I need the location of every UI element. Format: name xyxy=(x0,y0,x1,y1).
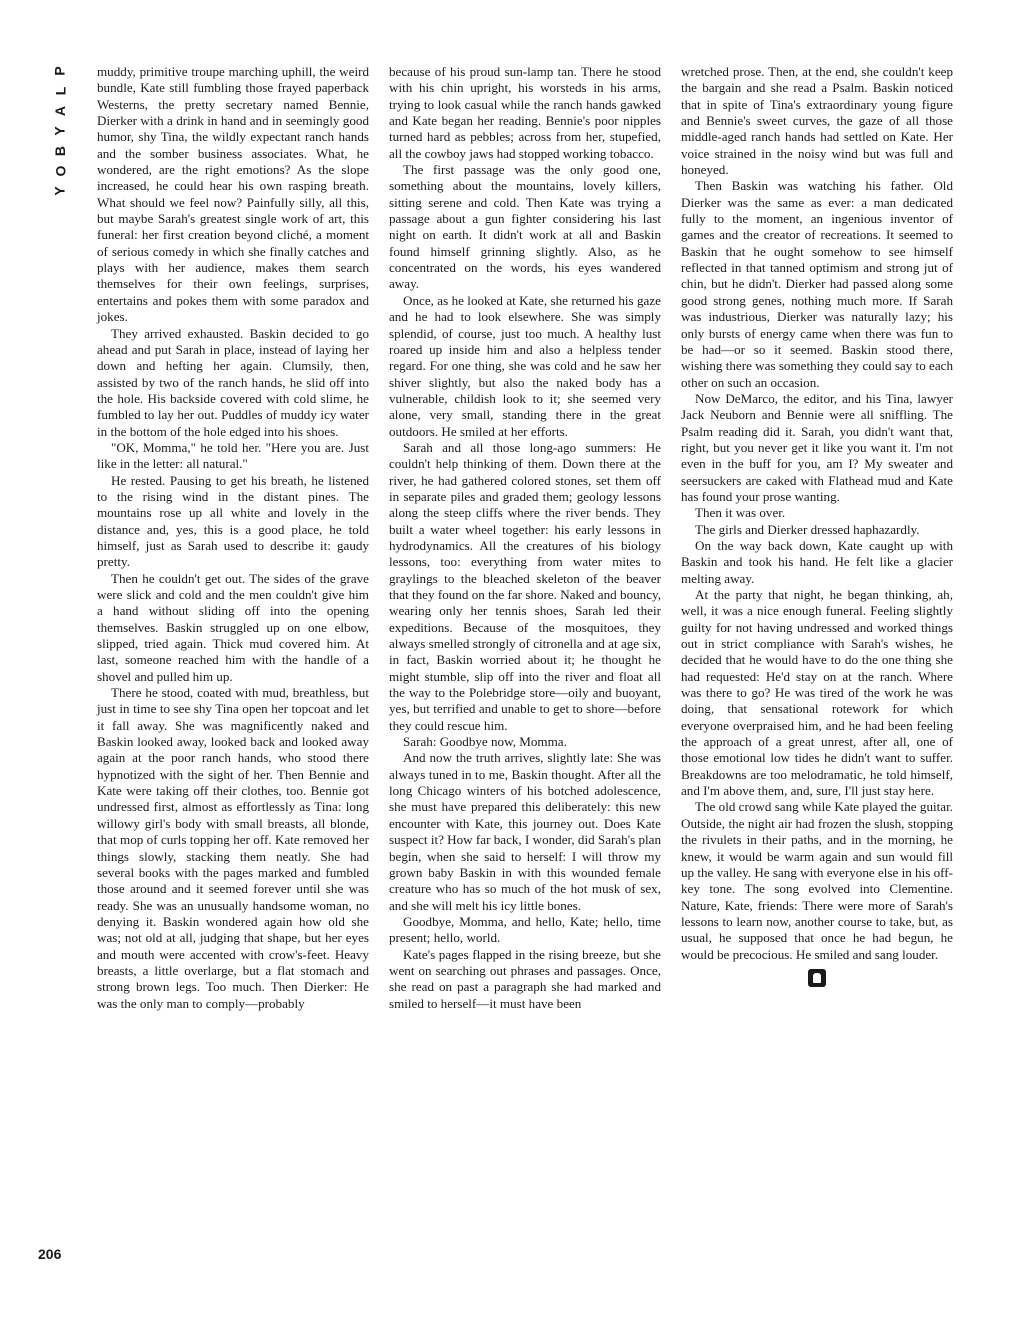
paragraph: On the way back down, Kate caught up with Baskin and took his hand. He felt like a glacier melting away. xyxy=(681,537,953,586)
paragraph: The old crowd sang while Kate played the guitar. Outside, the night air had frozen the slush, stopping the rivulets in their paths, and in the morning, he knew, it would be warm again and sun would fill up the valley. He sang with everyone else in his off-key tone. The song evolved into Clementine. Nature, Kate, friends: There were more of Sarah's lessons to learn now, another course to take, but, as usual, he supposed that once he had begun, he would be precocious. He smiled and sang louder. xyxy=(681,799,953,962)
paragraph: Then Baskin was watching his father. Old Dierker was the same as ever: a man dedicated fully to the moment, an ingenious inventor of games and the creator of recreations. It seemed to Baskin that he ought somehow to see himself reflected in that tanned optimism and strong jut of chin, but he didn't. Dierker had passed along some good strong genes, nothing much more. If Sarah was industrious, Dierker was naturally lazy; his only bursts of energy came when there was fun to be had—or so it seemed. Baskin stood there, wishing there was something they could say to each other on such an occasion. xyxy=(681,178,953,390)
masthead-letter: O xyxy=(51,165,68,177)
paragraph: Then he couldn't get out. The sides of the grave were slick and cold and the men couldn't give him a hand without sliding off into the opening themselves. Baskin struggled up on one elbow, slipped, tried again. Thick mud covered him. At last, someone reached him with the handle of a shovel and pulled him up. xyxy=(97,570,369,684)
masthead-letter: A xyxy=(52,105,68,117)
paragraph: At the party that night, he began thinking, ah, well, it was a nice enough funeral. Feeling slightly guilty for not having undressed and worked things out in strict compliance with Sarah's wishes, he decided that he would have to do the one thing she had requested: He'd stay on at the ranch. Where was there to go? He was tired of the work he was doing, that sensational rotework for which everyone overpraised him, and he had been feeling the approach of a great unrest, after all, one of those emotional low tides he didn't want to suffer. Breakdowns are too melodramatic, he told himself, and I'm above them, and, sure, I'll just stay here. xyxy=(681,587,953,799)
paragraph: Kate's pages flapped in the rising breeze, but she went on searching out phrases and passages. Once, she read on past a paragraph she had marked and smiled to herself—it must have been xyxy=(389,946,661,1011)
masthead-letter: B xyxy=(52,145,68,157)
masthead-letter: P xyxy=(52,66,68,76)
paragraph: "OK, Momma," he told her. "Here you are. Just like in the letter: all natural." xyxy=(97,439,369,472)
paragraph: muddy, primitive troupe marching uphill, the weird bundle, Kate still fumbling those frayed paperback Westerns, the pretty secretary named Bennie, Dierker with a drink in hand and in seemingly good humor, shy Tina, the wildly expectant ranch hands and the somber business associates. What, he wondered, are the right emotions? As the slope increased, he could hear his own rasping breath. What should we feel now? Painfully silly, all this, but maybe Sarah's greatest single work of art, this funeral: her first creation beyond cliché, a moment of serious comedy in which she finally catches and plays with her audience, makes them search themselves for their own feelings, surprises, entertains and pokes them with some paradox and jokes. xyxy=(97,64,369,325)
paragraph: Once, as he looked at Kate, she returned his gaze and he had to look elsewhere. She was simply splendid, of course, just too much. A healthy lust roared up inside him and also a helpless tender regard. For one thing, she was cold and he saw her shiver slightly, but also the naked body has a vulnerable, childish look to it; she seemed very alone, very small, standing there in the great outdoors. He smiled at her efforts. xyxy=(389,292,661,439)
paragraph: Sarah and all those long-ago summers: He couldn't help thinking of them. Down there at the river, he had gathered colored stones, set them off in separate piles and graded them; geology lessons along the steep cliffs where the river bends. They built a water wheel together: his early lessons in hydrodynamics. All the creatures of his biology lessons, too: everything from water mites to graylings to the bleached skeleton of the beaver that they found on the far shore. Naked and bouncy, wearing only her tennis shoes, Sarah led their expeditions. Because of the mosquitoes, they always smelled strongly of citronella and at age six, in fact, Baskin worried about it; he thought he might stumble, slip off into the river and float all the way to the Polebridge store—oily and buoyant, yes, but terrified and unable to get to shore—before they could rescue him. xyxy=(389,439,661,733)
rabbit-head-end-icon xyxy=(808,969,826,987)
masthead-letter: L xyxy=(52,86,68,96)
text-column-1 xyxy=(97,64,369,1012)
paragraph: And now the truth arrives, slightly late: She was always tuned in to me, Baskin thought. After all the long Chicago winters of his botched adolescence, she must have prepared this deliberately: this new encounter with Kate, this journey out. Does Kate suspect it? How far back, I wonder, did Sarah's plan begin, when she said to herself: I will throw my grown baby Baskin in with this wounded female creature who has so much of the hot musk of sex, and she will melt his icy little bones. xyxy=(389,750,661,913)
paragraph: wretched prose. Then, at the end, she couldn't keep the bargain and she read a Psalm. Baskin noticed that in spite of Tina's extraordinary young figure and Bennie's sweet curves, the gaze of all those middle-aged ranch hands had settled on Kate. Her voice strained in the noisy wind but was full and honeyed. xyxy=(681,64,953,178)
paragraph: The first passage was the only good one, something about the mountains, lovely killers, sitting serene and cold. Then Kate was trying a passage about a gun fighter considering his last night on earth. It didn't work at all and Baskin found himself grinning slightly. Also, as he concentrated on the words, his eyes wandered away. xyxy=(389,162,661,292)
paragraph: He rested. Pausing to get his breath, he listened to the rising wind in the distant pines. The mountains rose up all white and lovely in the distance and, yes, this is a good place, he told himself, just as Sarah used to describe it: gaudy pretty. xyxy=(97,472,369,570)
magazine-masthead xyxy=(40,62,80,202)
paragraph: Goodbye, Momma, and hello, Kate; hello, time present; hello, world. xyxy=(389,913,661,946)
page-number: 206 xyxy=(38,1246,62,1262)
paragraph: They arrived exhausted. Baskin decided to go ahead and put Sarah in place, instead of laying her down and hefting her again. Clumsily, then, assisted by two of the ranch hands, he slid off into the hole. His backside covered with cold slime, he fumbled to lay her out. Puddles of muddy icy water in the bottom of the hole edged into his shoes. xyxy=(97,325,369,439)
paragraph: There he stood, coated with mud, breathless, but just in time to see shy Tina open her topcoat and let it fall away. She was magnificently naked and Baskin looked away, looked back and looked away again at the poor ranch hands, who stood there hypnotized with the sight of her. Then Bennie and Kate were taking off their clothes, too. Bennie got undressed first, almost as effortlessly as Tina: long willowy girl's body with small breasts, all blonde, that mop of curls topping her off. Kate removed her things slowly, stacking them neatly. She had several books with the pages marked and fumbled those around and it seemed forever until she was ready. She was an unusually handsome woman, no denying it. Baskin wondered again how old she was; not old at all, judging that shape, but her eyes and mouth were accented with crow's-feet. Heavy breasts, a little overlarge, but a flat stomach and strong brown legs. Too much. Then Dierker: He was the only man to comply—probably xyxy=(97,685,369,1011)
paragraph: Sarah: Goodbye now, Momma. xyxy=(403,734,567,750)
text-column-3 xyxy=(681,64,953,987)
paragraph: because of his proud sun-lamp tan. There he stood with his chin upright, his worsteds in his arms, trying to look casual while the ranch hands gawked and Kate began her reading. Bennie's poor nipples turned hard as pebbles; across from her, stupefied, all the cowboy jaws had stopped working tobacco. xyxy=(389,64,661,161)
paragraph: The girls and Dierker dressed haphazardly. xyxy=(695,521,920,537)
masthead-letter: Y xyxy=(52,126,68,136)
text-column-2 xyxy=(389,64,661,1012)
paragraph: Now DeMarco, the editor, and his Tina, lawyer Jack Neuborn and Bennie were all sniffling. The Psalm reading did it. Sarah, you didn't want that, right, but you never get it like you want it. I'm not even in the buff for you, am I? My sweater and seersuckers are caked with Flathead mud and Kate has found your prose wanting. xyxy=(681,390,953,504)
masthead-letter: Y xyxy=(52,186,68,196)
paragraph: Then it was over. xyxy=(695,505,786,521)
